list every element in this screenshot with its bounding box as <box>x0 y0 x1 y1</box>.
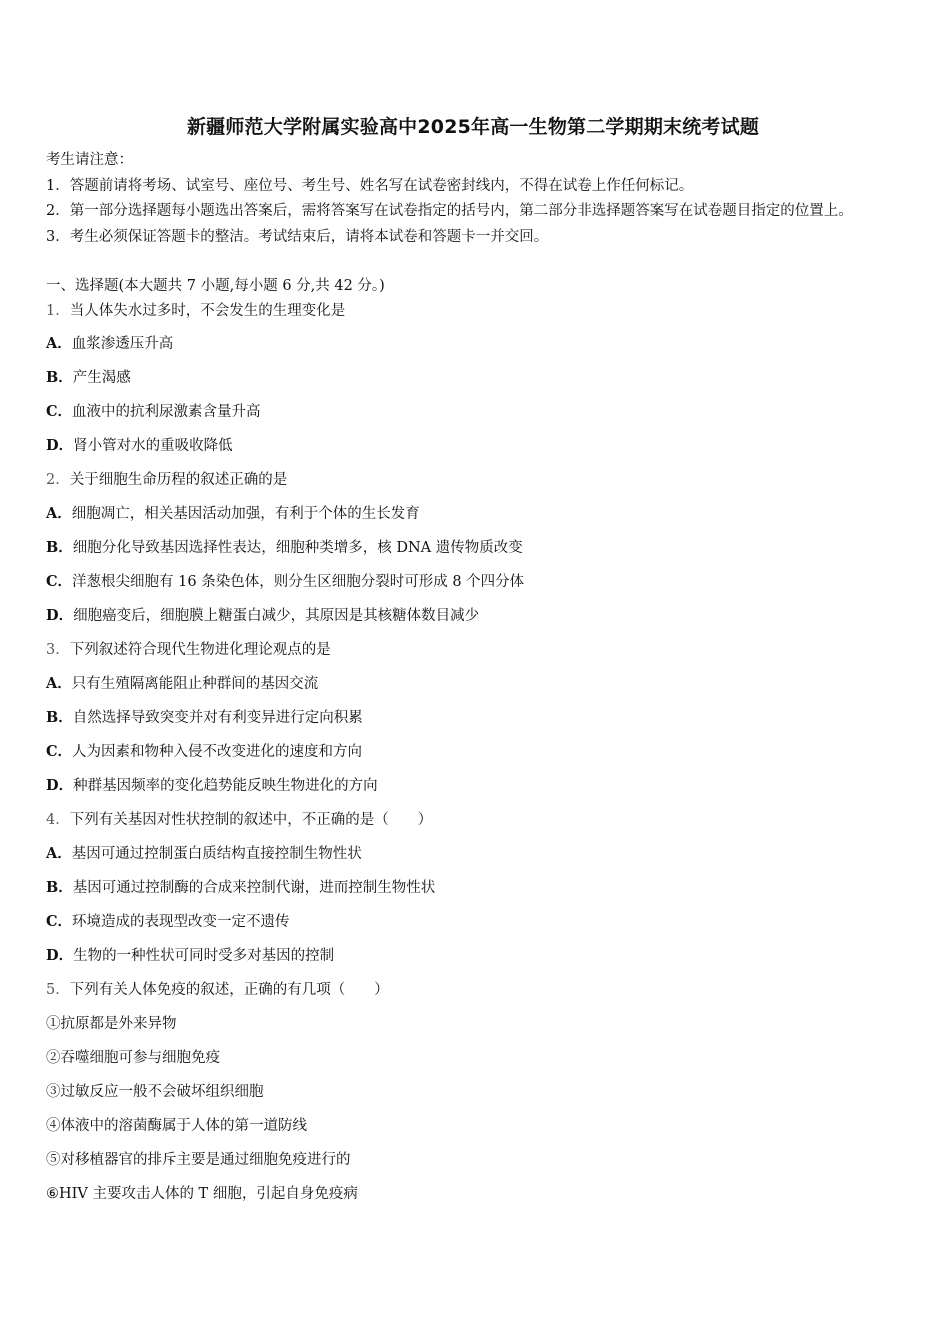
notice-heading: 考生请注意： <box>46 152 133 168</box>
option-b: B．基因可通过控制酶的合成来控制代谢，进而控制生物性状 <box>46 879 436 896</box>
question-2 <box>46 459 900 493</box>
statement-6: ⑥HIV 主要攻击人体的 T 细胞，引起自身免疫病 <box>46 1186 358 1202</box>
statement-3: ③过敏反应一般不会破坏组织细胞 <box>46 1084 264 1100</box>
statement-1: ①抗原都是外来异物 <box>46 1016 177 1032</box>
option-a: A．只有生殖隔离能阻止种群间的基因交流 <box>46 675 319 692</box>
option-a: A．基因可通过控制蛋白质结构直接控制生物性状 <box>46 845 362 862</box>
option-d: D．种群基因频率的变化趋势能反映生物进化的方向 <box>46 777 378 794</box>
option-b: B．细胞分化导致基因选择性表达，细胞种类增多，核 DNA 遗传物质改变 <box>46 539 523 556</box>
question-number: 1． <box>46 303 70 319</box>
option-c: C．洋葱根尖细胞有 16 条染色体，则分生区细胞分裂时可形成 8 个四分体 <box>46 573 525 590</box>
question-4 <box>46 799 900 833</box>
notice-item-1: 1．答题前请将考场、试室号、座位号、考生号、姓名写在试卷密封线内，不得在试卷上作任何标记。 <box>46 177 694 194</box>
question-number: 5． <box>46 982 70 998</box>
question-stem: 下列有关人体免疫的叙述，正确的有几项（ ） <box>69 982 389 998</box>
question-stem: 当人体失水过多时，不会发生的生理变化是 <box>69 303 346 319</box>
question-stem: 下列叙述符合现代生物进化理论观点的是 <box>69 642 331 658</box>
option-c: C．人为因素和物种入侵不改变进化的速度和方向 <box>46 743 363 760</box>
question-number: 3． <box>46 642 70 658</box>
question-5 <box>46 969 900 1003</box>
option-b: B．自然选择导致突变并对有利变异进行定向积累 <box>46 709 363 726</box>
option-c: C．环境造成的表现型改变一定不遗传 <box>46 913 290 930</box>
statement-4: ④体液中的溶菌酶属于人体的第一道防线 <box>46 1118 307 1134</box>
statement-5: ⑤对移植器官的排斥主要是通过细胞免疫进行的 <box>46 1152 351 1168</box>
question-3 <box>46 629 900 663</box>
notice-item-3: 3．考生必须保证答题卡的整洁。考试结束后，请将本试卷和答题卡一并交回。 <box>46 228 549 245</box>
notice-item-2: 2．第一部分选择题每小题选出答案后，需将答案写在试卷指定的括号内，第二部分非选择题答案写在试卷题目指定的位置上。 <box>46 203 853 219</box>
question-stem: 下列有关基因对性状控制的叙述中，不正确的是（ ） <box>69 812 433 828</box>
option-c: C．血液中的抗利尿激素含量升高 <box>46 403 261 420</box>
option-d: D．生物的一种性状可同时受多对基因的控制 <box>46 947 335 964</box>
notice-block <box>46 148 900 250</box>
question-number: 2． <box>46 472 70 488</box>
option-b: B．产生渴感 <box>46 369 131 386</box>
question-1 <box>46 299 900 323</box>
exam-title: 新疆师范大学附属实验高中2025年高一生物第二学期期末统考试题 <box>186 116 760 138</box>
section-title: 一、选择题(本大题共 7 小题,每小题 6 分,共 42 分。) <box>46 278 385 294</box>
option-a: A．细胞凋亡，相关基因活动加强，有利于个体的生长发育 <box>46 505 420 522</box>
question-number: 4． <box>46 812 70 828</box>
option-a: A．血浆渗透压升高 <box>46 335 174 352</box>
statement-2: ②吞噬细胞可参与细胞免疫 <box>46 1050 220 1066</box>
option-d: D．肾小管对水的重吸收降低 <box>46 437 233 454</box>
question-stem: 关于细胞生命历程的叙述正确的是 <box>69 472 288 488</box>
option-d: D．细胞癌变后，细胞膜上糖蛋白减少，其原因是其核糖体数目减少 <box>46 607 480 624</box>
